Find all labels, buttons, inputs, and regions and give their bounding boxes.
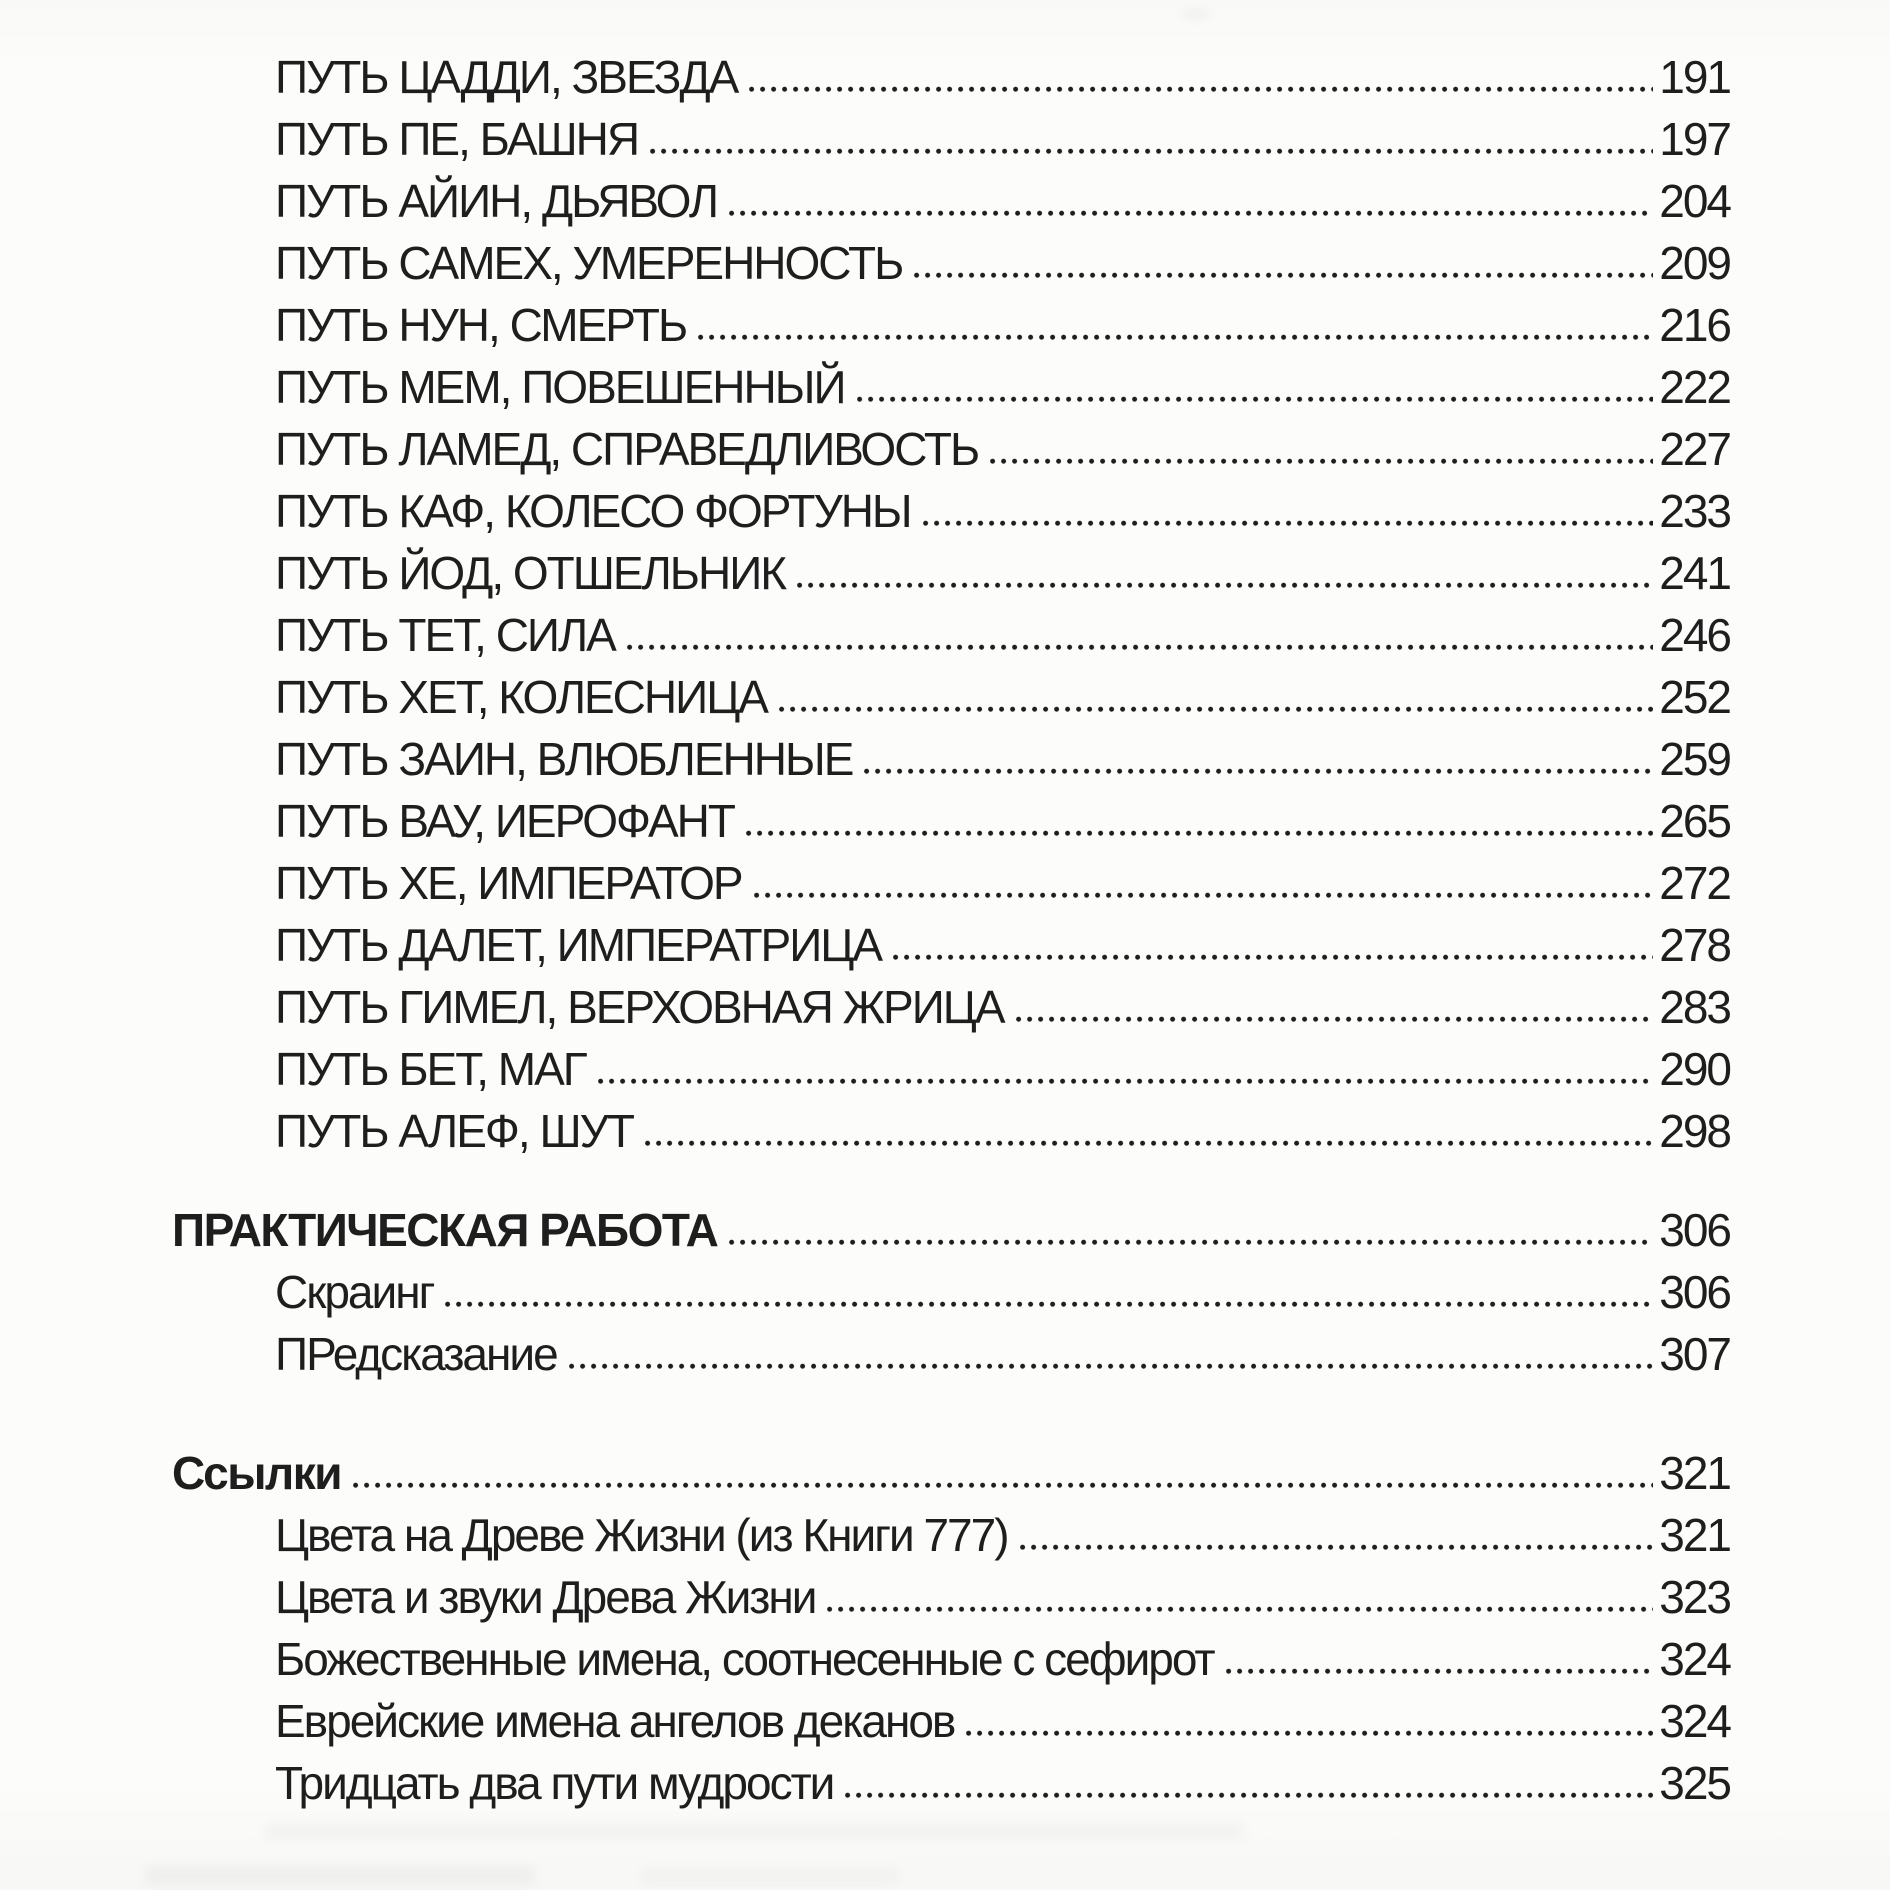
dot-leader	[729, 1239, 1653, 1246]
show-through-ghost	[265, 1822, 1245, 1840]
toc-entry-label: ПУТЬ ХЕТ, КОЛЕСНИЦА	[275, 671, 767, 723]
toc-entry-label: ПУТЬ ЛАМЕД, СПРАВЕДЛИВОСТЬ	[275, 423, 979, 475]
dot-leader	[966, 1730, 1653, 1737]
toc-entry-label: ПУТЬ ХЕ, ИМПЕРАТОР	[275, 857, 742, 909]
toc-entry-label: ПУТЬ КАФ, КОЛЕСО ФОРТУНЫ	[275, 485, 911, 537]
toc-entry-label: ПУТЬ САМЕХ, УМЕРЕННОСТЬ	[275, 237, 903, 289]
toc-entry-row	[172, 108, 1730, 170]
dot-leader	[990, 458, 1653, 465]
toc-entry-row	[172, 418, 1730, 480]
dot-leader	[1226, 1668, 1654, 1675]
toc-page-number: 272	[1659, 857, 1730, 909]
toc-entry-row	[172, 976, 1730, 1038]
toc-entry-row	[172, 914, 1730, 976]
toc-entry-label: ПУТЬ ПЕ, БАШНЯ	[275, 113, 639, 165]
dot-leader	[797, 582, 1653, 589]
toc-entry-label: Божественные имена, соотнесенные с сефирот	[275, 1633, 1214, 1685]
dot-leader	[749, 86, 1653, 93]
toc-entry-label: ПУТЬ ВАУ, ИЕРОФАНТ	[275, 795, 734, 847]
toc-entry-row	[172, 356, 1730, 418]
dot-leader	[445, 1301, 1653, 1308]
toc-page-number: 321	[1659, 1447, 1730, 1499]
toc-page-number: 209	[1659, 237, 1730, 289]
toc-entry-row	[172, 790, 1730, 852]
dot-leader	[914, 272, 1653, 279]
toc-entry-row	[172, 728, 1730, 790]
dot-leader	[864, 768, 1653, 775]
toc-entry-row	[172, 852, 1730, 914]
dot-leader	[627, 644, 1653, 651]
toc-entry-row	[172, 1038, 1730, 1100]
toc-page-number: 306	[1659, 1204, 1730, 1256]
toc-page-number: 227	[1659, 423, 1730, 475]
toc-entry-row	[172, 1323, 1730, 1385]
toc-section	[172, 1442, 1730, 1814]
toc-entry-label: ПУТЬ ГИМЕЛ, ВЕРХОВНАЯ ЖРИЦА	[275, 981, 1004, 1033]
toc-entry-row	[172, 294, 1730, 356]
show-through-ghost	[145, 1866, 535, 1886]
toc-heading-label: ПРАКТИЧЕСКАЯ РАБОТА	[172, 1204, 718, 1256]
dot-leader	[569, 1363, 1654, 1370]
dot-leader	[729, 210, 1653, 217]
toc-page-number: 323	[1659, 1571, 1730, 1623]
toc-entry-row	[172, 480, 1730, 542]
toc-page-number: 204	[1659, 175, 1730, 227]
dot-leader	[923, 520, 1654, 527]
toc-entry-row	[172, 1690, 1730, 1752]
toc-page-number: 321	[1659, 1509, 1730, 1561]
dot-leader	[746, 830, 1653, 837]
toc-entry-label: ПУТЬ ЗАИН, ВЛЮБЛЕННЫЕ	[275, 733, 853, 785]
table-of-contents	[172, 0, 1730, 1814]
toc-entry-label: ПРедсказание	[275, 1328, 557, 1380]
toc-page-number: 246	[1659, 609, 1730, 661]
dot-leader	[698, 334, 1653, 341]
dot-leader	[645, 1140, 1653, 1147]
toc-entry-label: ПУТЬ ТЕТ, СИЛА	[275, 609, 615, 661]
toc-entry-row	[172, 1566, 1730, 1628]
toc-entry-row	[172, 1504, 1730, 1566]
toc-page-number: 265	[1659, 795, 1730, 847]
toc-heading-row	[172, 1199, 1730, 1261]
toc-entry-label: ПУТЬ НУН, СМЕРТЬ	[275, 299, 687, 351]
toc-entry-label: ПУТЬ ДАЛЕТ, ИМПЕРАТРИЦА	[275, 919, 881, 971]
toc-entry-row	[172, 232, 1730, 294]
toc-page-number: 191	[1659, 51, 1730, 103]
toc-entry-row	[172, 1628, 1730, 1690]
toc-heading-row	[172, 1442, 1730, 1504]
toc-section	[172, 1199, 1730, 1385]
dot-leader	[754, 892, 1654, 899]
toc-entry-row	[172, 1261, 1730, 1323]
toc-entry-label: ПУТЬ МЕМ, ПОВЕШЕННЫЙ	[275, 361, 845, 413]
dot-leader	[353, 1482, 1653, 1489]
toc-entry-row	[172, 604, 1730, 666]
toc-page-number: 278	[1659, 919, 1730, 971]
toc-page-number: 252	[1659, 671, 1730, 723]
toc-entry-label: Цвета на Древе Жизни (из Книги 777)	[275, 1509, 1008, 1561]
dot-leader	[1016, 1016, 1654, 1023]
dot-leader	[845, 1792, 1653, 1799]
toc-section	[172, 0, 1730, 1162]
toc-page-number: 324	[1659, 1633, 1730, 1685]
dot-leader	[857, 396, 1654, 403]
dot-leader	[650, 148, 1653, 155]
toc-page-number: 298	[1659, 1105, 1730, 1157]
toc-page-number: 306	[1659, 1266, 1730, 1318]
toc-page-number: 259	[1659, 733, 1730, 785]
toc-entry-label: Скраинг	[275, 1266, 434, 1318]
toc-page-number: 241	[1659, 547, 1730, 599]
toc-entry-row	[172, 1100, 1730, 1162]
scan-speck	[1183, 10, 1209, 18]
toc-page-number: 222	[1659, 361, 1730, 413]
toc-entry-row	[172, 46, 1730, 108]
dot-leader	[598, 1078, 1654, 1085]
toc-page-number: 283	[1659, 981, 1730, 1033]
toc-entry-label: Тридцать два пути мудрости	[275, 1757, 834, 1809]
toc-page-number: 325	[1659, 1757, 1730, 1809]
dot-leader	[827, 1606, 1653, 1613]
toc-heading-label: Ссылки	[172, 1447, 342, 1499]
toc-entry-label: ПУТЬ ЙОД, ОТШЕЛЬНИК	[275, 547, 786, 599]
dot-leader	[779, 706, 1653, 713]
toc-entry-row	[172, 542, 1730, 604]
toc-entry-label: ПУТЬ АЙИН, ДЬЯВОЛ	[275, 175, 718, 227]
toc-entry-label: Еврейские имена ангелов деканов	[275, 1695, 955, 1747]
toc-entry-label: Цвета и звуки Древа Жизни	[275, 1571, 816, 1623]
toc-page-number: 290	[1659, 1043, 1730, 1095]
show-through-ghost	[640, 1868, 900, 1884]
toc-entry-label: ПУТЬ ЦАДДИ, ЗВЕЗДА	[275, 51, 738, 103]
toc-entry-row	[172, 170, 1730, 232]
toc-page-number: 216	[1659, 299, 1730, 351]
toc-page-number: 307	[1659, 1328, 1730, 1380]
toc-entry-row	[172, 1752, 1730, 1814]
toc-entry-label: ПУТЬ АЛЕФ, ШУТ	[275, 1105, 633, 1157]
toc-entry-row	[172, 666, 1730, 728]
dot-leader	[1020, 1544, 1654, 1551]
toc-page-number: 233	[1659, 485, 1730, 537]
toc-entry-label: ПУТЬ БЕТ, МАГ	[275, 1043, 586, 1095]
toc-page-number: 197	[1659, 113, 1730, 165]
dot-leader	[893, 954, 1653, 961]
toc-page-number: 324	[1659, 1695, 1730, 1747]
